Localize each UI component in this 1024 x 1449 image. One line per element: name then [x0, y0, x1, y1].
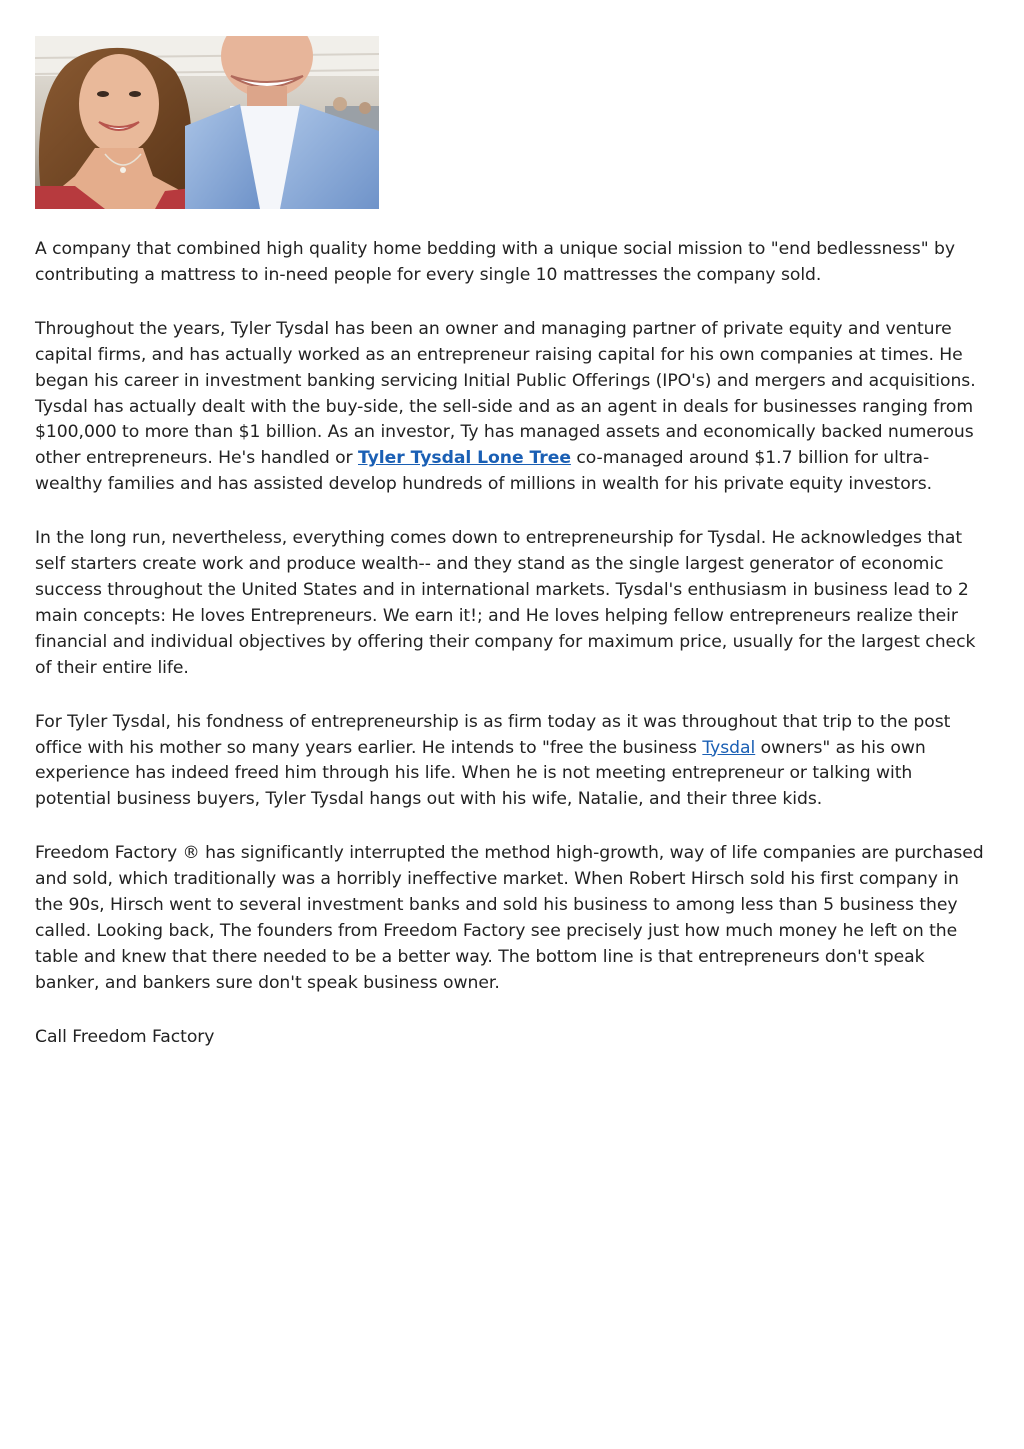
paragraph-1: A company that combined high quality home bedding with a unique social mission to "end bedlessness" by contributing a mattress to in-need people for every single 10 mattresses the company sold. [35, 239, 955, 285]
tyler-tysdal-lone-tree-link[interactable]: Tyler Tysdal Lone Tree [358, 448, 571, 469]
paragraph-2-text-after: co-managed around $1.7 billion for ultra-wealthy families and has assisted develop hundreds of millions in wealth for his private equity investors. [35, 448, 933, 495]
paragraph-3: In the long run, nevertheless, everything comes down to entrepreneurship for Tysdal. He acknowledges that self starters create work and produce wealth-- and they stand as the single largest generator of economic success throughout the United States and in international markets. Tysdal's enthusiasm in business lead to 2 main concepts: He loves Entrepreneurs. We earn it!; and He loves helping fellow entrepreneurs realize their financial and individual objectives by offering their company for maximum price, usually for the largest check of their entire life. [35, 528, 976, 678]
couple-photo-icon [35, 36, 379, 209]
couple-photo [35, 36, 379, 209]
tysdal-link[interactable]: Tysdal [702, 737, 756, 758]
paragraph-4-text-after: owners" as his own experience has indeed freed him through his life. When he is not meeting entrepreneur or talking with potential business buyers, Tyler Tysdal hangs out with his wife, Natalie, and their three kids. [35, 737, 926, 810]
paragraph-4 [35, 710, 991, 814]
paragraph-4-text-before: For Tyler Tysdal, his fondness of entrepreneurship is as firm today as it was throughout that trip to the post office with his mother so many years earlier. He intends to "free the business [35, 711, 951, 758]
paragraph-2 [35, 317, 991, 498]
call-freedom-factory: Call Freedom Factory [35, 1026, 215, 1047]
article-body [35, 237, 991, 1051]
paragraph-2-text-before: Throughout the years, Tyler Tysdal has been an owner and managing partner of private equity and venture capital firms, and has actually worked as an entrepreneur raising capital for his own companies at times. He began his career in investment banking servicing Initial Public Offerings (IPO's) and mergers and acquisitions. Tysdal has actually dealt with the buy-side, the sell-side and as an agent in deals for businesses ranging from $100,000 to more than $1 billion. As an investor, Ty has managed assets and economically backed numerous other entrepreneurs. He's handled or [35, 318, 976, 469]
document-page [35, 36, 991, 1079]
paragraph-5: Freedom Factory ® has significantly interrupted the method high-growth, way of life companies are purchased and sold, which traditionally was a horribly ineffective market. When Robert Hirsch sold his first company in the 90s, Hirsch went to several investment banks and sold his business to among less than 5 business they called. Looking back, The founders from Freedom Factory see precisely just how much money he left on the table and knew that there needed to be a better way. The bottom line is that entrepreneurs don't speak banker, and bankers sure don't speak business owner. [35, 843, 984, 993]
